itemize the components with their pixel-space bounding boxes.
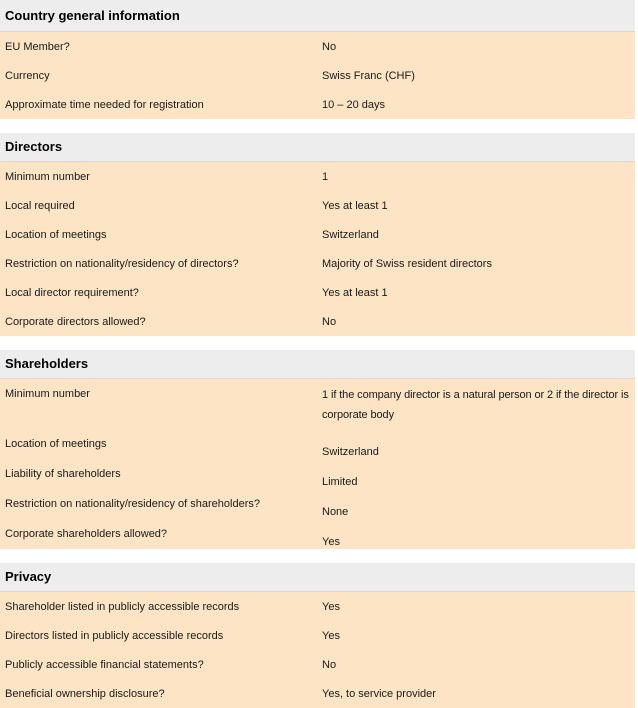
row-label: Corporate directors allowed? xyxy=(5,316,146,328)
row-label: Location of meetings xyxy=(5,229,107,241)
row-value: No xyxy=(322,41,337,53)
section-rows xyxy=(0,592,635,708)
table-row xyxy=(0,519,635,549)
row-label: Local director requirement? xyxy=(5,287,139,299)
row-value: Yes at least 1 xyxy=(322,200,388,212)
section-title: Shareholders xyxy=(0,350,635,379)
row-value: No xyxy=(322,316,337,328)
row-value: Swiss Franc (CHF) xyxy=(322,70,415,82)
row-value: Yes xyxy=(322,630,340,642)
table-row xyxy=(0,61,635,90)
table-row xyxy=(0,90,635,119)
row-label: Directors listed in publicly accessible records xyxy=(5,630,224,642)
table-row xyxy=(0,307,635,336)
row-value: Yes at least 1 xyxy=(322,287,388,299)
row-label: Liability of shareholders xyxy=(5,468,121,480)
table-row xyxy=(0,489,635,519)
row-label: Local required xyxy=(5,200,75,212)
row-label: Beneficial ownership disclosure? xyxy=(5,688,165,700)
row-value: Limited xyxy=(322,476,358,488)
row-label: Restriction on nationality/residency of shareholders? xyxy=(5,498,260,510)
table-row xyxy=(0,650,635,679)
table-row xyxy=(0,162,635,191)
row-label: Minimum number xyxy=(5,388,90,400)
row-label: EU Member? xyxy=(5,41,70,53)
row-value: Switzerland xyxy=(322,229,379,241)
table-row xyxy=(0,379,635,429)
section-rows xyxy=(0,32,635,119)
row-value: None xyxy=(322,506,349,518)
section-directors xyxy=(0,133,635,336)
row-label: Location of meetings xyxy=(5,438,107,450)
row-label: Minimum number xyxy=(5,171,90,183)
row-value: Switzerland xyxy=(322,446,379,458)
table-row xyxy=(0,429,635,459)
row-value: Majority of Swiss resident directors xyxy=(322,258,492,270)
section-title: Directors xyxy=(0,133,635,162)
table-row xyxy=(0,220,635,249)
table-row xyxy=(0,32,635,61)
row-value: 1 xyxy=(322,171,329,183)
row-label: Approximate time needed for registration xyxy=(5,99,204,111)
row-label: Shareholder listed in publicly accessible records xyxy=(5,601,240,613)
section-country-general-information xyxy=(0,0,635,119)
row-value: Yes xyxy=(322,601,340,613)
row-value: Yes xyxy=(322,536,340,548)
section-rows xyxy=(0,379,635,549)
row-label: Publicly accessible financial statements? xyxy=(5,659,204,671)
table-row xyxy=(0,459,635,489)
table-row xyxy=(0,249,635,278)
table-row xyxy=(0,679,635,708)
section-title: Privacy xyxy=(0,563,635,592)
row-label: Restriction on nationality/residency of directors? xyxy=(5,258,239,270)
section-shareholders xyxy=(0,350,635,549)
section-privacy xyxy=(0,563,635,708)
row-value: Yes, to service provider xyxy=(322,688,436,700)
row-value: 10 – 20 days xyxy=(322,99,385,111)
row-value: 1 if the company director is a natural person or 2 if the director is corporate body xyxy=(322,389,629,421)
table-row xyxy=(0,191,635,220)
table-row xyxy=(0,621,635,650)
row-value: No xyxy=(322,659,337,671)
row-label: Currency xyxy=(5,70,50,82)
section-title: Country general information xyxy=(0,0,635,32)
table-row xyxy=(0,592,635,621)
section-rows xyxy=(0,162,635,336)
row-label: Corporate shareholders allowed? xyxy=(5,528,168,540)
table-row xyxy=(0,278,635,307)
